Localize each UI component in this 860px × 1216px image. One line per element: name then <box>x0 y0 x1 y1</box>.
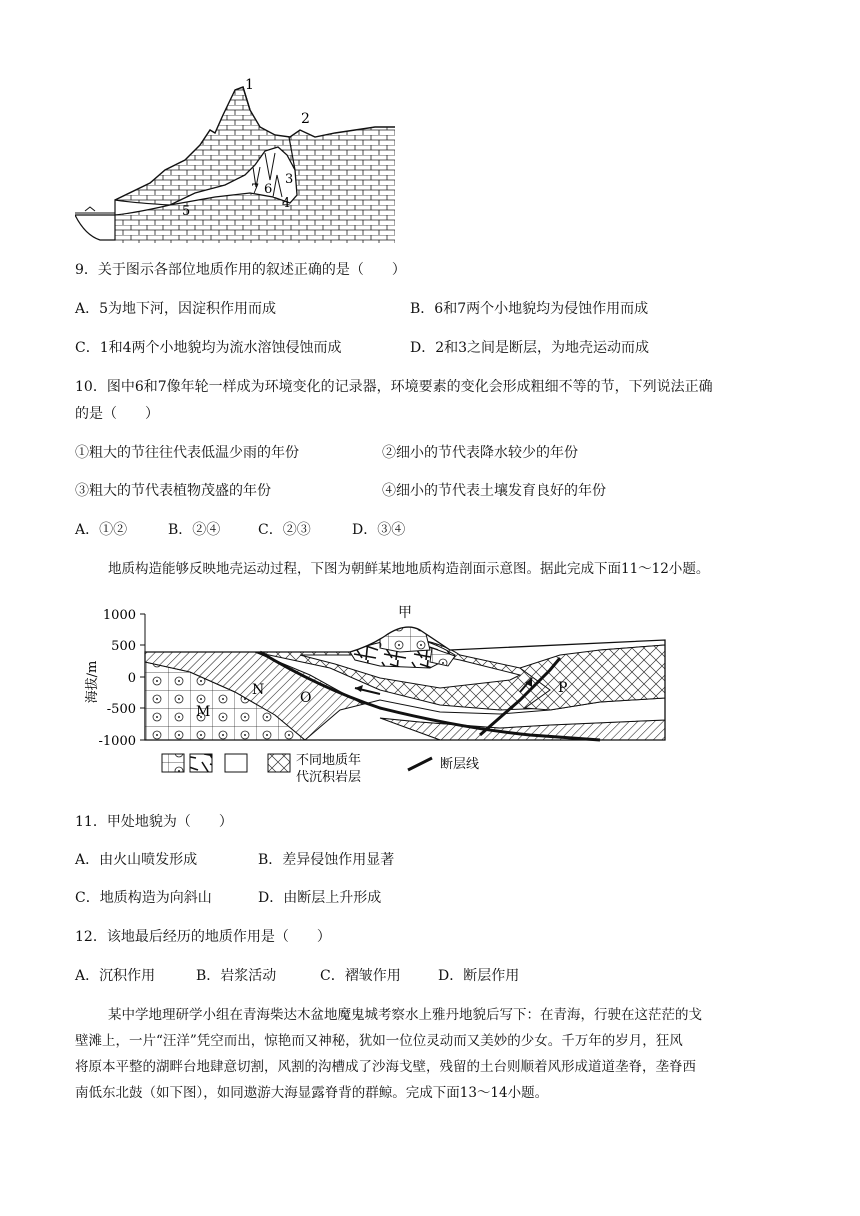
q10-statement-3: ③粗大的节代表植物茂盛的年份 <box>75 483 271 499</box>
q11-option-c[interactable]: C．地质构造为向斜山 <box>75 890 212 906</box>
passage-line-1: 某中学地理研学小组在青海柴达木盆地魔鬼城考察水上雅丹地貌后写下：在青海，行驶在这茫茫的戈 <box>108 1007 702 1023</box>
q9-option-c[interactable]: C．1和4两个小地貌均为流水溶蚀侵蚀而成 <box>75 340 342 356</box>
y-tick-neg1000: -1000 <box>98 734 136 749</box>
q9-option-d[interactable]: D．2和3之间是断层，为地壳运动而成 <box>410 340 650 356</box>
legend-fault: 断层线 <box>440 757 480 772</box>
q10-option-b[interactable]: B．②④ <box>168 522 221 538</box>
q10-stem-line2: 的是（ ） <box>75 406 159 422</box>
legend-strata-line1: 不同地质年 <box>296 753 362 768</box>
q11-option-d[interactable]: D．由断层上升形成 <box>258 890 382 906</box>
label-5: 5 <box>182 204 191 219</box>
q9-option-b[interactable]: B．6和7两个小地貌均为侵蚀作用而成 <box>410 301 649 317</box>
label-6: 6 <box>264 182 273 197</box>
passage-line-3: 将原本平整的湖畔台地肆意切割，风割的沟槽成了沙海戈壁，残留的土台则顺着风形成道道垄脊，垄脊西 <box>75 1059 696 1075</box>
label-n: N <box>252 682 265 698</box>
y-tick-500: 500 <box>111 639 136 654</box>
q12-option-d[interactable]: D．断层作用 <box>438 968 520 984</box>
intro-11-12: 地质构造能够反映地壳运动过程，下图为朝鲜某地地质构造剖面示意图。据此完成下面11～12小题。 <box>108 561 710 577</box>
q10-statement-4: ④细小的节代表土壤发育良好的年份 <box>382 483 606 499</box>
q10-statement-2: ②细小的节代表降水较少的年份 <box>382 445 578 461</box>
label-p: P <box>558 680 568 696</box>
legend-strata-line2: 代沉积岩层 <box>296 770 362 785</box>
y-tick-neg500: -500 <box>106 702 136 717</box>
limestone-rock-mass <box>75 75 395 245</box>
passage-line-2: 壁滩上，一片“汪洋”凭空而出，惊艳而又神秘，犹如一位位灵动而又美妙的少女。千万年的岁月，狂风 <box>75 1033 683 1049</box>
q12-option-b[interactable]: B．岩浆活动 <box>196 968 277 984</box>
q12-option-c[interactable]: C．褶皱作用 <box>320 968 401 984</box>
label-o: O <box>300 690 312 706</box>
q12-option-a[interactable]: A．沉积作用 <box>75 968 156 984</box>
q10-stem-line1: 10．图中6和7像年轮一样成为环境变化的记录器，环境要素的变化会形成粗细不等的节，下列说法正确 <box>75 379 713 395</box>
q10-option-d[interactable]: D．③④ <box>352 522 406 538</box>
label-m: M <box>196 704 211 720</box>
label-jia: 甲 <box>398 605 412 621</box>
label-4: 4 <box>282 196 291 211</box>
y-tick-0: 0 <box>127 671 136 686</box>
geologic-section-figure <box>80 600 680 790</box>
y-tick-1000: 1000 <box>102 608 136 623</box>
q9-option-a[interactable]: A．5为地下河，因淀积作用而成 <box>75 301 277 317</box>
q12-stem: 12．该地最后经历的地质作用是（ ） <box>75 929 331 945</box>
passage-line-4: 南低东北鼓（如下图），如同遨游大海显露脊背的群鲸。完成下面13～14小题。 <box>75 1085 549 1101</box>
label-3: 3 <box>285 172 294 187</box>
q10-option-c[interactable]: C．②③ <box>258 522 311 538</box>
karst-cross-section-figure <box>75 75 395 245</box>
label-1: 1 <box>245 77 254 93</box>
legend <box>162 752 479 785</box>
q11-stem: 11．甲处地貌为（ ） <box>75 814 233 830</box>
q10-option-a[interactable]: A．①② <box>75 522 128 538</box>
y-axis-label: 海拔/m <box>85 660 100 704</box>
q10-statement-1: ①粗大的节往往代表低温少雨的年份 <box>75 445 299 461</box>
q11-option-b[interactable]: B．差异侵蚀作用显著 <box>258 852 395 868</box>
q11-option-a[interactable]: A．由火山喷发形成 <box>75 852 198 868</box>
q9-stem: 9．关于图示各部位地质作用的叙述正确的是（ ） <box>75 262 406 278</box>
label-2: 2 <box>301 111 310 127</box>
label-7: 7 <box>251 182 260 197</box>
